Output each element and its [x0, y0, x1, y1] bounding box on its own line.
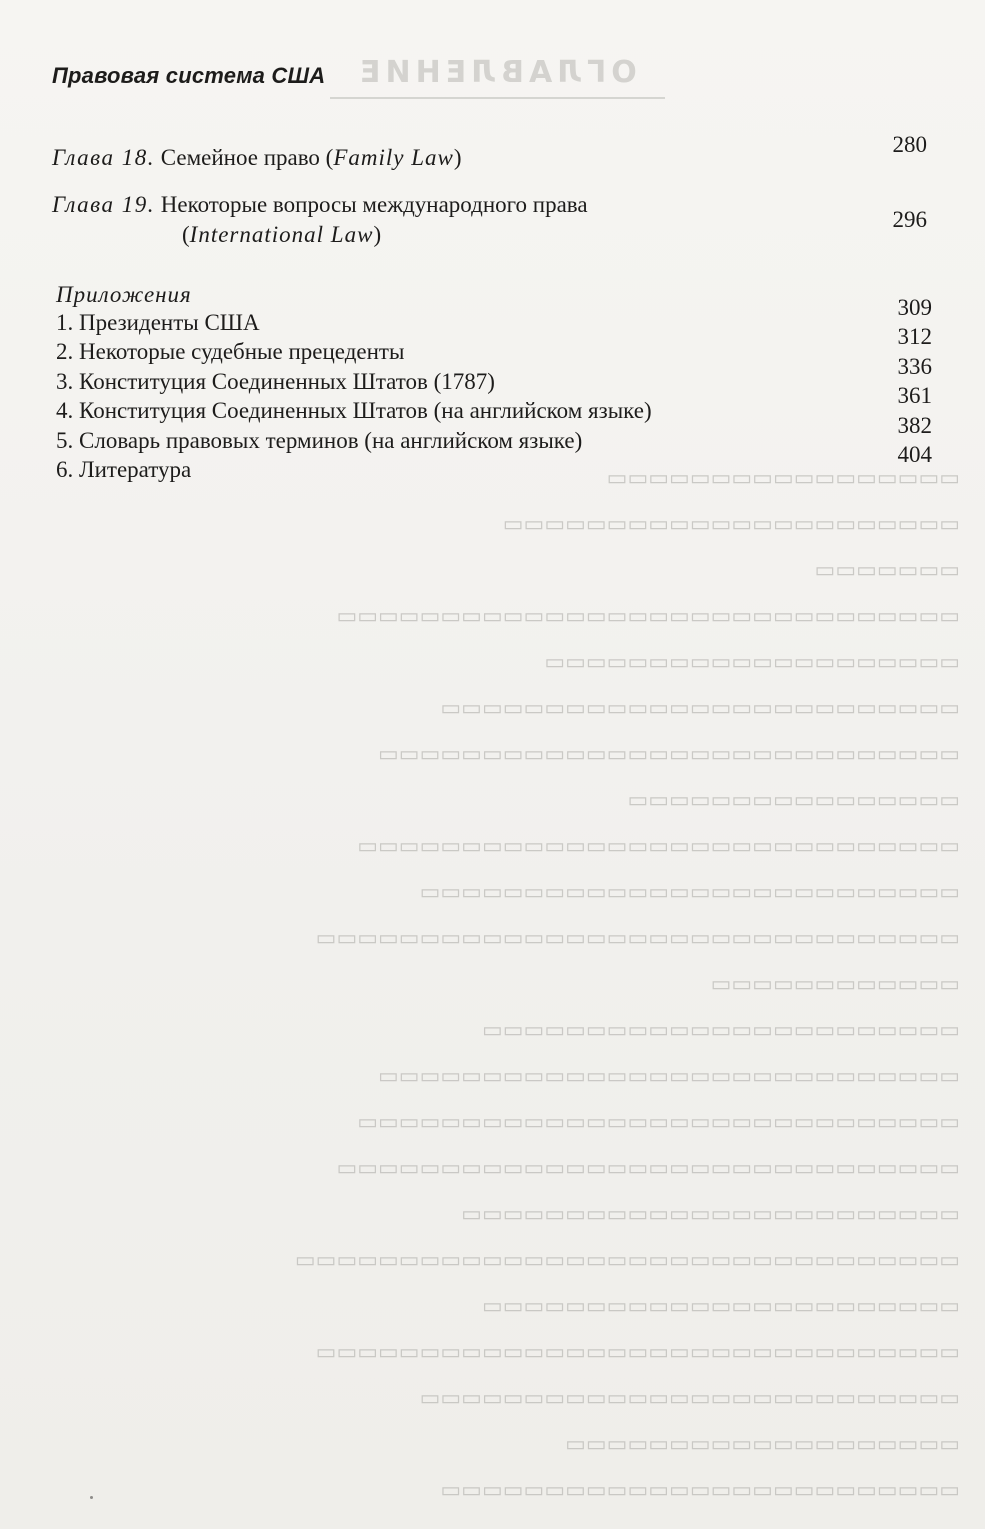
appendix-page-numbers	[872, 293, 932, 469]
chapter-page-number: 296	[892, 207, 927, 232]
chapter-number: Глава 18.	[52, 145, 155, 170]
appendix-page-number: 312	[897, 324, 932, 350]
appendix-page-number: 336	[897, 353, 932, 379]
appendix-item: 5. Словарь правовых терминов (на английском языке)	[56, 427, 583, 453]
paper-speck	[90, 1496, 93, 1499]
chapter-title: Семейное право	[160, 145, 320, 170]
appendix-page-number: 309	[897, 295, 932, 320]
appendix-item: 6. Литература	[56, 456, 192, 482]
appendices-heading: Приложения	[56, 282, 192, 307]
chapter-page-number: 280	[892, 132, 927, 157]
appendix-item: 4. Конституция Соединенных Штатов (на английском языке)	[56, 398, 652, 424]
bleed-through-rule	[330, 97, 665, 99]
bleed-through-heading: ОГЛАВЛЕНИЕ	[355, 55, 637, 90]
chapter-english-title: International Law	[189, 222, 374, 247]
chapter-title: Некоторые вопросы международного права	[160, 192, 588, 217]
chapter-english-title: Family Law	[333, 145, 454, 170]
toc-entry-chapter-18: Глава 18. Семейное право (Family Law)	[52, 145, 462, 170]
appendix-item: 3. Конституция Соединенных Штатов (1787)	[56, 368, 495, 394]
running-header: Правовая система США	[52, 63, 326, 88]
toc-entry-chapter-19-continuation: (International Law)	[182, 222, 382, 247]
appendix-page-number: 361	[897, 383, 932, 409]
appendix-page-number: 382	[897, 412, 932, 438]
appendix-item: 1. Президенты США	[56, 310, 260, 335]
appendix-page-number: 404	[897, 441, 932, 467]
appendix-item: 2. Некоторые судебные прецеденты	[56, 339, 405, 365]
toc-entry-chapter-19	[52, 189, 588, 221]
bleed-through-texture: ▭▭▭▭▭▭▭▭▭▭▭▭▭▭▭▭▭ ▭▭▭▭▭▭▭▭▭▭▭▭▭▭▭▭▭▭▭▭▭▭ ▭▭▭▭▭▭▭ ▭▭▭▭▭▭▭▭▭▭▭▭▭▭▭▭▭▭▭▭▭▭▭▭▭▭▭▭▭▭ ▭▭▭▭▭▭▭▭▭▭▭▭▭▭▭▭▭▭▭▭ ▭▭▭▭▭▭▭▭▭▭▭▭▭▭▭▭▭▭▭▭▭▭▭▭▭ ▭▭▭▭▭▭▭▭▭▭▭▭▭▭▭▭▭▭▭▭▭▭▭▭▭▭▭▭ ▭▭▭▭▭▭▭▭▭▭▭▭▭▭▭▭ ▭▭▭▭▭▭▭▭▭▭▭▭▭▭▭▭▭▭▭▭▭▭▭▭▭▭▭▭▭ ▭▭▭▭▭▭▭▭▭▭▭▭▭▭▭▭▭▭▭▭▭▭▭▭▭▭ ▭▭▭▭▭▭▭▭▭▭▭▭▭▭▭▭▭▭▭▭▭▭▭▭▭▭▭▭▭▭▭ ▭▭▭▭▭▭▭▭▭▭▭▭ ▭▭▭▭▭▭▭▭▭▭▭▭▭▭▭▭▭▭▭▭▭▭▭ ▭▭▭▭▭▭▭▭▭▭▭▭▭▭▭▭▭▭▭▭▭▭▭▭▭▭▭▭ ▭▭▭▭▭▭▭▭▭▭▭▭▭▭▭▭▭▭▭▭▭▭▭▭▭▭▭▭▭ ▭▭▭▭▭▭▭▭▭▭▭▭▭▭▭▭▭▭▭▭▭▭▭▭▭▭▭▭▭▭ ▭▭▭▭▭▭▭▭▭▭▭▭▭▭▭▭▭▭▭▭▭▭▭▭ ▭▭▭▭▭▭▭▭▭▭▭▭▭▭▭▭▭▭▭▭▭▭▭▭▭▭▭▭▭▭▭▭ ▭▭▭▭▭▭▭▭▭▭▭▭▭▭▭▭▭▭▭▭▭▭▭ ▭▭▭▭▭▭▭▭▭▭▭▭▭▭▭▭▭▭▭▭▭▭▭▭▭▭▭▭▭▭▭ ▭▭▭▭▭▭▭▭▭▭▭▭▭▭▭▭▭▭▭▭▭▭▭▭▭▭ ▭▭▭▭▭▭▭▭▭▭▭▭▭▭▭▭▭▭▭ ▭▭▭▭▭▭▭▭▭▭▭▭▭▭▭▭▭▭▭▭▭▭▭▭▭	[294, 465, 960, 1502]
chapter-number: Глава 19.	[52, 192, 155, 217]
